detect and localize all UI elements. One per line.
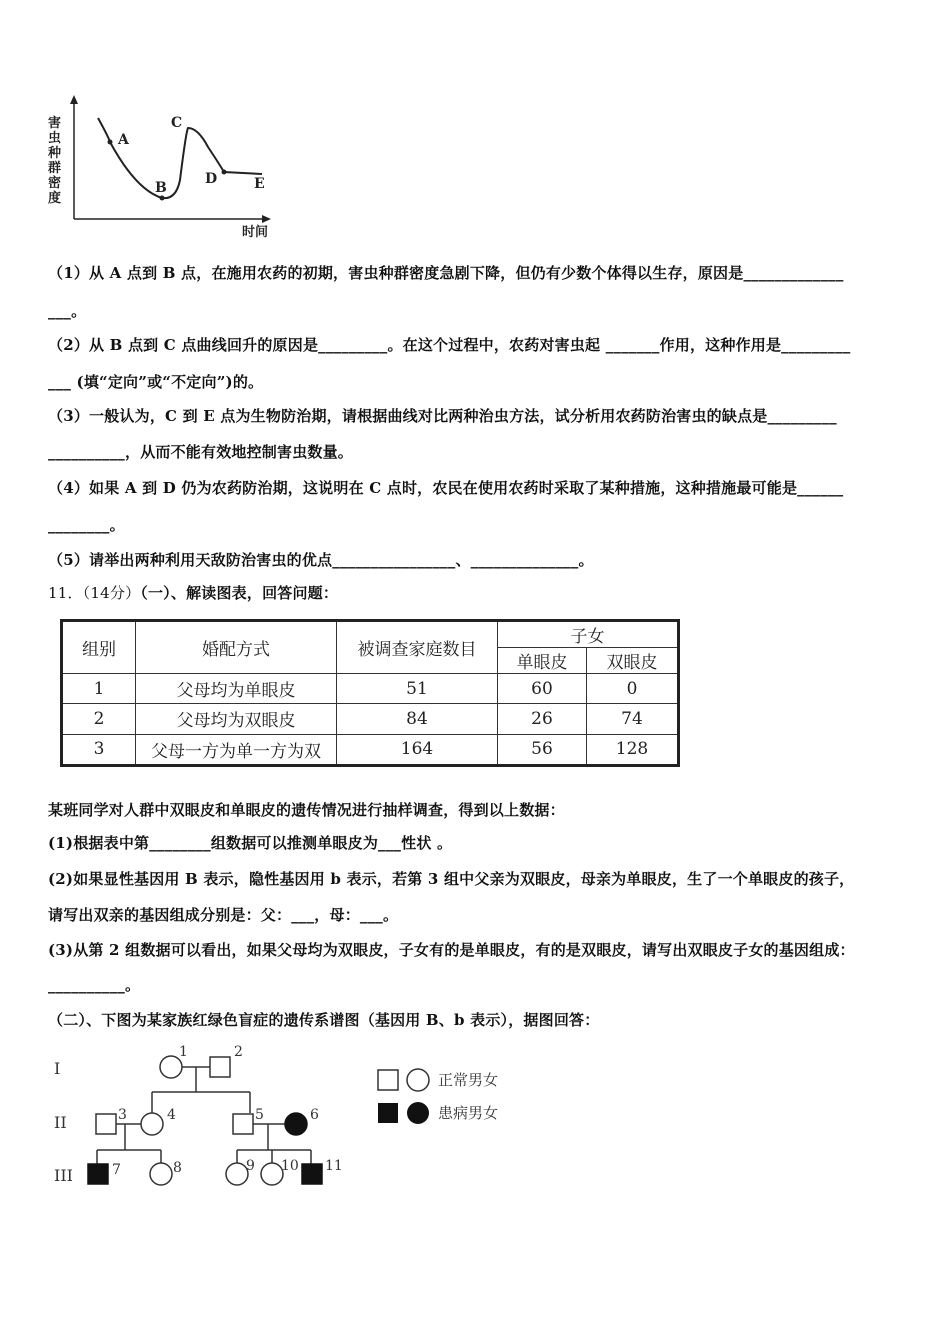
individual-id: 4 [167, 1107, 176, 1123]
y-axis-label [47, 115, 62, 206]
legend-male-normal-icon [378, 1070, 398, 1090]
q11-number: 11．（14分） [48, 584, 141, 602]
svg-text:度: 度 [48, 191, 62, 206]
male-affected-icon [302, 1164, 322, 1184]
header-children: 子女 [498, 621, 679, 648]
q10-sub3-line2: __________，从而不能有效地控制害虫数量。 [48, 443, 354, 461]
q10-sub4-line2: ________。 [48, 516, 125, 534]
q10-sub2-line1: （2）从 B 点到 C 点曲线回升的原因是_________。在这个过程中，农药对害虫起 _______作用，这种作用是_________ [48, 336, 851, 354]
q11-p1: (1)根据表中第________组数据可以推测单眼皮为___性状 。 [48, 834, 453, 852]
svg-text:群: 群 [48, 161, 62, 176]
male-normal-icon [233, 1114, 253, 1134]
eyelid-survey-table [60, 619, 680, 767]
q11-part2: （二）、下图为某家族红绿色盲症的遗传系谱图（基因用 B、b 表示），据图回答： [48, 1011, 600, 1029]
legend-affected-label: 患病男女 [438, 1104, 499, 1122]
header-families: 被调查家庭数目 [337, 621, 498, 674]
q10-sub3-line1: （3）一般认为，C 到 E 点为生物防治期，请根据曲线对比两种治虫方法，试分析用农药防治害虫的缺点是_________ [48, 407, 837, 425]
individual-id: 3 [118, 1107, 127, 1123]
point-c-label: C [171, 115, 183, 131]
svg-text:种: 种 [48, 146, 62, 161]
q10-sub2-line2: ___ (填“定向”或“不定向”)的。 [48, 373, 264, 391]
q10-sub1-line1: （1）从 A 点到 B 点，在施用农药的初期，害虫种群密度急剧下降，但仍有少数个体得以生存，原因是_____________ [48, 264, 844, 282]
q11-heading [48, 582, 338, 603]
q10-sub4-line1: （4）如果 A 到 D 仍为农药防治期，这说明在 C 点时，农民在使用农药时采取了某种措施，这种措施最可能是______ [48, 479, 844, 497]
individual-id: 9 [246, 1158, 255, 1174]
individual-id: 11 [325, 1158, 343, 1174]
q10-sub1-line2: ___。 [48, 302, 87, 320]
male-normal-icon [96, 1114, 116, 1134]
header-group: 组别 [62, 621, 136, 674]
generation-label: I [54, 1059, 61, 1078]
generation-label: II [54, 1113, 67, 1132]
q11-p2: (2)如果显性基因用 B 表示，隐性基因用 b 表示，若第 3 组中父亲为双眼皮，母亲为单眼皮，生了一个单眼皮的孩子， [48, 870, 855, 888]
male-normal-icon [210, 1057, 230, 1077]
table-row: 3 父母一方为单一方为双 164 56 128 [62, 734, 679, 765]
legend-female-affected-icon [407, 1102, 429, 1124]
legend-female-normal-icon [407, 1069, 429, 1091]
q11-title: （一）、解读图表，回答问题： [140, 584, 339, 602]
female-normal-icon [226, 1163, 248, 1185]
q10-sub5: （5）请举出两种利用天敌防治害虫的优点________________、______________。 [48, 551, 594, 569]
q11-p3: 请写出双亲的基因组成分别是：父：___，母：___。 [48, 906, 399, 924]
female-normal-icon [261, 1163, 283, 1185]
individual-id: 6 [310, 1107, 319, 1123]
svg-text:虫: 虫 [48, 131, 62, 146]
individual-id: 8 [173, 1160, 182, 1176]
point-e-label: E [254, 176, 265, 192]
individual-id: 7 [112, 1162, 121, 1178]
header-mating: 婚配方式 [136, 621, 337, 674]
individual-id: 1 [179, 1044, 188, 1060]
female-normal-icon [150, 1163, 172, 1185]
header-single-eyelid: 单眼皮 [498, 648, 587, 674]
svg-text:害: 害 [48, 116, 62, 131]
point-a-label: A [118, 132, 129, 148]
table-row: 2 父母均为双眼皮 84 26 74 [62, 704, 679, 734]
individual-id: 2 [234, 1044, 243, 1060]
female-normal-icon [141, 1113, 163, 1135]
female-affected-icon [285, 1113, 307, 1135]
header-double-eyelid: 双眼皮 [587, 648, 679, 674]
individual-id: 5 [255, 1107, 264, 1123]
point-b-label: B [155, 180, 167, 196]
pest-density-graph [40, 92, 290, 242]
generation-label: III [54, 1166, 73, 1185]
table-row: 1 父母均为单眼皮 51 60 0 [62, 674, 679, 704]
pedigree-chart [40, 1040, 540, 1200]
point-d-label: D [205, 171, 218, 187]
x-axis-label: 时间 [242, 225, 269, 240]
male-affected-icon [88, 1164, 108, 1184]
q11-p4: (3)从第 2 组数据可以看出，如果父母均为双眼皮，子女有的是单眼皮，有的是双眼皮，请写出双眼皮子女的基因组成： [48, 941, 855, 959]
q11-p5: __________。 [48, 976, 141, 994]
legend-normal-label: 正常男女 [438, 1071, 499, 1089]
q11-intro: 某班同学对人群中双眼皮和单眼皮的遗传情况进行抽样调查，得到以上数据： [48, 801, 565, 819]
individual-id: 10 [281, 1158, 299, 1174]
svg-text:密: 密 [48, 176, 62, 191]
legend-male-affected-icon [378, 1103, 398, 1123]
